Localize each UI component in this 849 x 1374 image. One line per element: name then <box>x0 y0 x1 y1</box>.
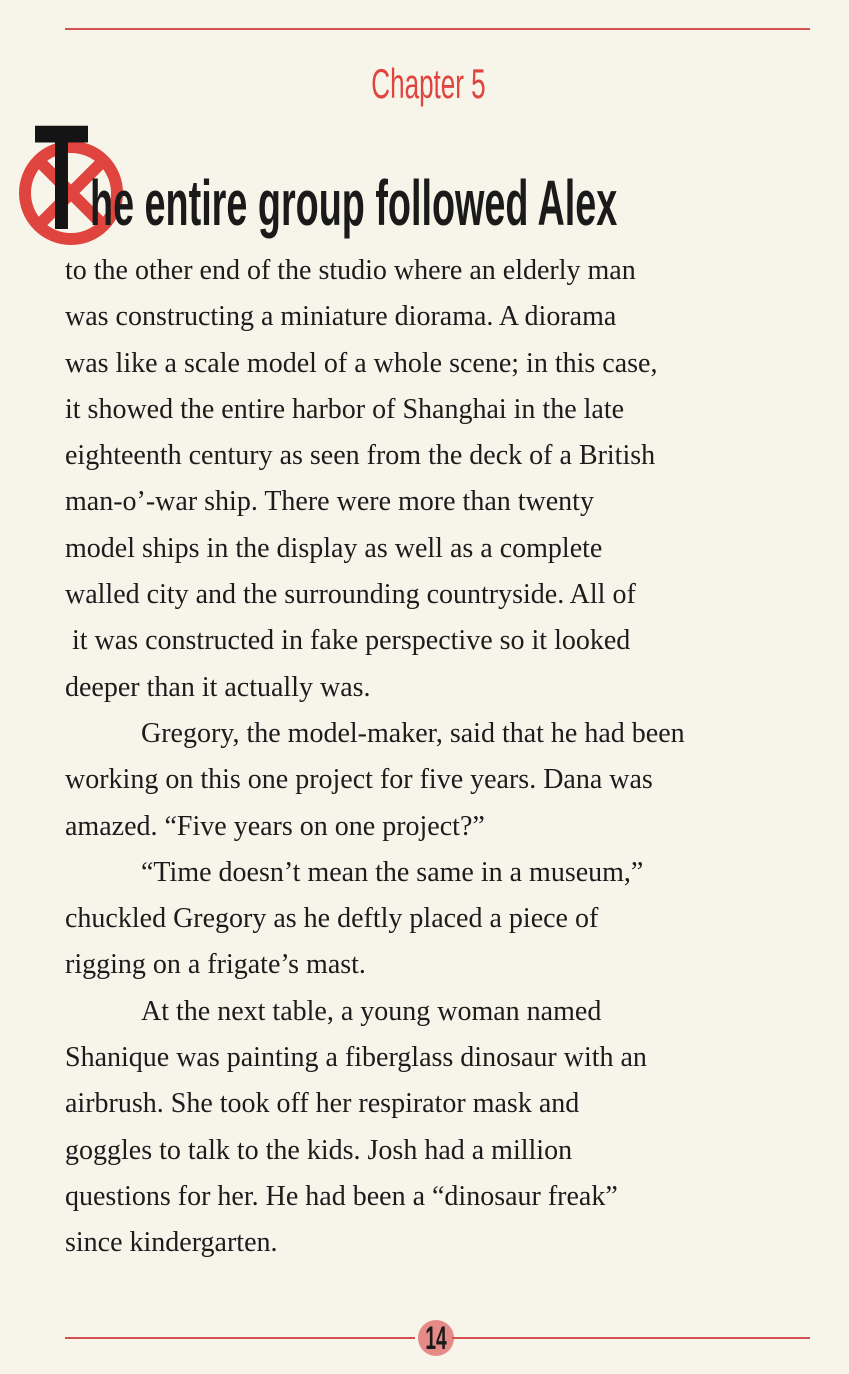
text-line: since kindergarten. <box>65 1227 278 1259</box>
text-line: working on this one project for five years. Dana was <box>65 764 653 796</box>
body-text <box>65 248 825 1267</box>
text-line: man-o’-war ship. There were more than twenty <box>65 486 594 518</box>
text-line: to the other end of the studio where an elderly man <box>65 255 636 286</box>
drop-cap-letter: T <box>34 93 89 261</box>
text-line: walled city and the surrounding countryside. All of <box>65 579 636 611</box>
text-line: was constructing a miniature diorama. A diorama <box>65 301 617 333</box>
top-rule <box>65 28 810 30</box>
text-line: chuckled Gregory as he deftly placed a piece of <box>65 903 599 935</box>
bottom-rule-right <box>452 1337 810 1339</box>
text-line: amazed. “Five years on one project?” <box>65 810 485 842</box>
text-line: it was constructed in fake perspective so it looked <box>65 625 631 657</box>
text-line: eighteenth century as seen from the deck of a British <box>65 440 656 472</box>
paragraph-start-line: Gregory, the model-maker, said that he had been <box>141 717 685 749</box>
paragraph-start-line: At the next table, a young woman named <box>141 995 602 1027</box>
text-line: model ships in the display as well as a complete <box>65 532 603 564</box>
paragraph-start-line: “Time doesn’t mean the same in a museum,” <box>141 856 644 888</box>
text-line: it showed the entire harbor of Shanghai in the late <box>65 393 625 425</box>
text-line: rigging on a frigate’s mast. <box>65 949 366 981</box>
text-line: Shanique was painting a fiberglass dinosaur with an <box>65 1042 647 1074</box>
text-line: questions for her. He had been a “dinosaur freak” <box>65 1180 618 1212</box>
page-number: 14 <box>425 1320 447 1356</box>
bottom-rule-left <box>65 1337 415 1339</box>
chapter-title: Chapter 5 <box>371 60 486 107</box>
text-line: goggles to talk to the kids. Josh had a million <box>65 1134 573 1166</box>
text-line: airbrush. She took off her respirator mask and <box>65 1088 580 1120</box>
opening-line: he entire group followed Alex <box>90 167 618 239</box>
text-line: deeper than it actually was. <box>65 671 371 703</box>
text-line: was like a scale model of a whole scene; in this case, <box>65 347 658 379</box>
